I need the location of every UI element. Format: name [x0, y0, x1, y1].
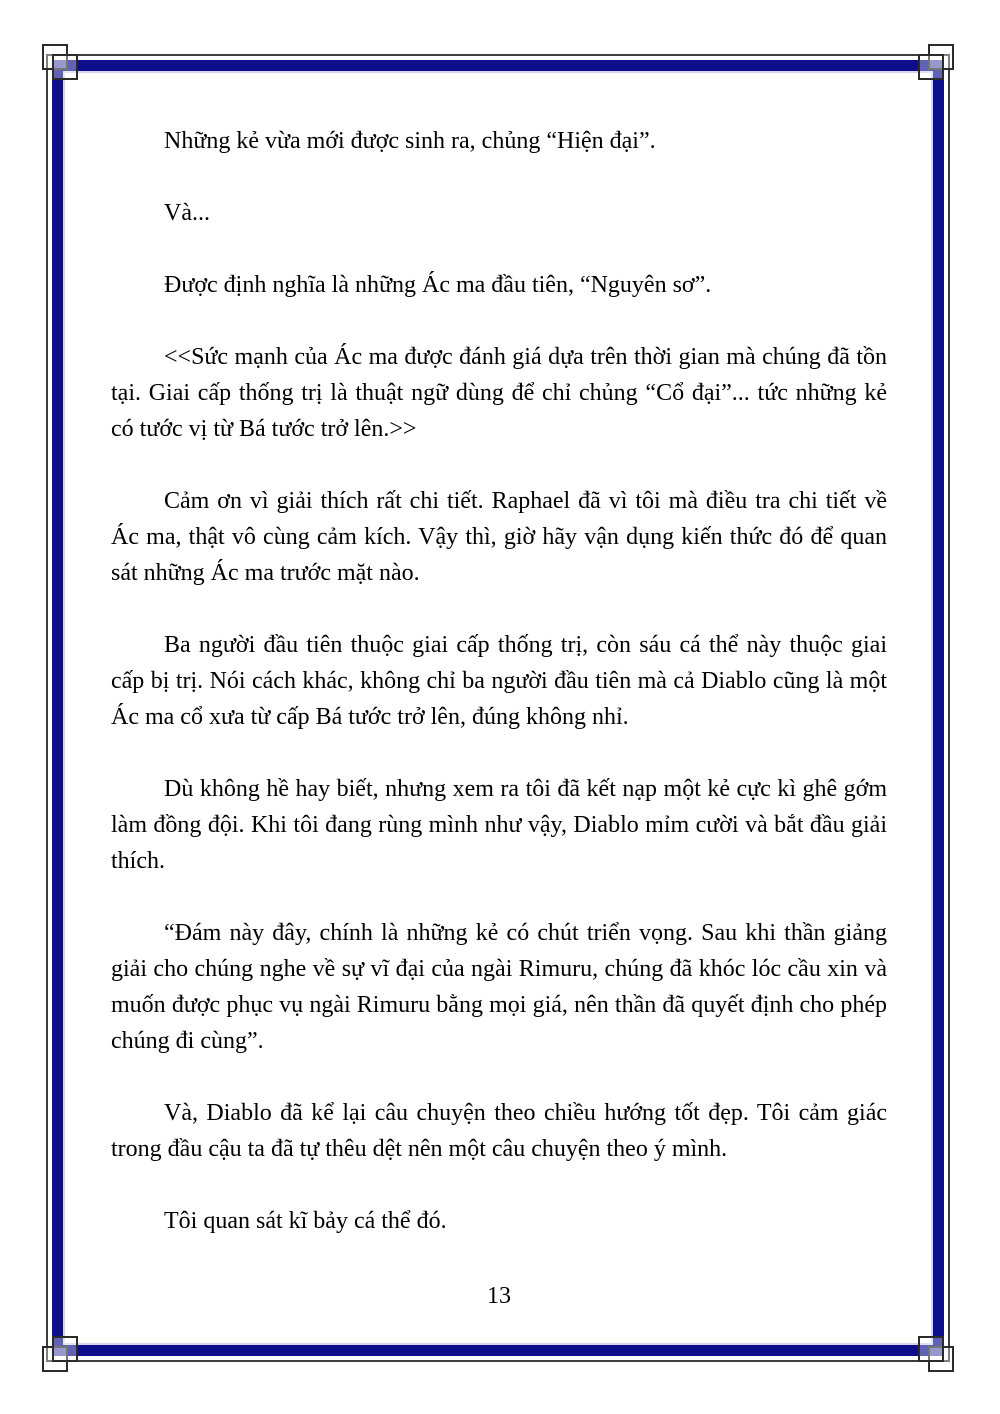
paragraph: Dù không hề hay biết, nhưng xem ra tôi đã kết nạp một kẻ cực kì ghê gớm làm đồng đội. Khi tôi đang rùng mình như vậy, Diablo mỉm cười và bắt đầu giải thích. [111, 776, 887, 874]
page-body-text [65, 73, 931, 1343]
paragraph: Tôi quan sát kĩ bảy cá thể đó. [164, 1208, 447, 1234]
frame-band [52, 60, 944, 1356]
page-number: 13 [487, 1283, 511, 1309]
corner-ornament-square [918, 54, 944, 80]
decorative-page-frame [46, 54, 950, 1362]
paragraph: Ba người đầu tiên thuộc giai cấp thống trị, còn sáu cá thể này thuộc giai cấp bị trị. Nói cách khác, không chỉ ba người đầu tiên mà cả Diablo cũng là một Ác ma cổ xưa từ cấp Bá tước trở lên, đúng không nhỉ. [111, 632, 887, 730]
paragraph: “Đám này đây, chính là những kẻ có chút triển vọng. Sau khi thần giảng giải cho chúng nghe về sự vĩ đại của ngài Rimuru, chúng đã khóc lóc cầu xin và muốn được phục vụ ngài Rimuru bằng mọi giá, nên thần đã quyết định cho phép chúng đi cùng”. [111, 920, 887, 1054]
paragraph: Và, Diablo đã kể lại câu chuyện theo chiều hướng tốt đẹp. Tôi cảm giác trong đầu cậu ta đã tự thêu dệt nên một câu chuyện theo ý mình. [111, 1100, 887, 1162]
paragraph: Được định nghĩa là những Ác ma đầu tiên, “Nguyên sơ”. [164, 272, 712, 298]
frame-inner-edge [63, 71, 933, 1345]
paragraph: Và... [164, 200, 210, 226]
frame-gap [48, 56, 948, 1360]
paragraph-list [111, 123, 887, 1239]
corner-ornament-square [918, 1336, 944, 1362]
paragraph: Cảm ơn vì giải thích rất chi tiết. Raphael đã vì tôi mà điều tra chi tiết về Ác ma, thật vô cùng cảm kích. Vậy thì, giờ hãy vận dụng kiến thức đó để quan sát những Ác ma trước mặt nào. [111, 488, 887, 586]
paragraph: <<Sức mạnh của Ác ma được đánh giá dựa trên thời gian mà chúng đã tồn tại. Giai cấp thống trị là thuật ngữ dùng để chỉ chủng “Cổ đại”... tức những kẻ có tước vị từ Bá tước trở lên.>> [111, 344, 887, 442]
corner-ornament-square [52, 54, 78, 80]
paragraph: Những kẻ vừa mới được sinh ra, chủng “Hiện đại”. [164, 128, 656, 154]
corner-ornament-square [52, 1336, 78, 1362]
